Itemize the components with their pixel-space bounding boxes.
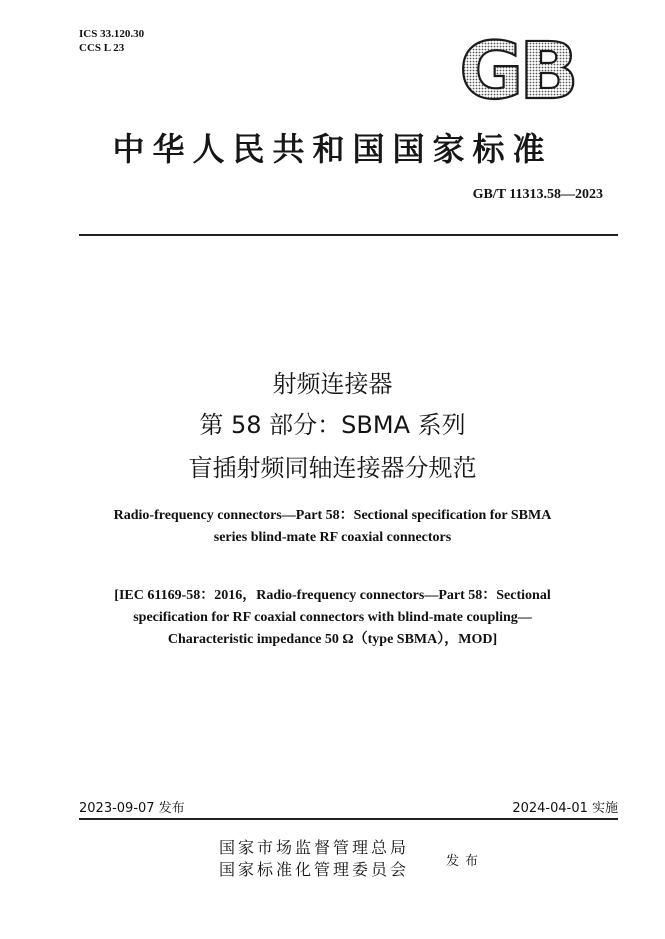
- implementation-date: 2024-04-01 实施: [512, 801, 618, 816]
- chinese-title-line-1: 射频连接器: [272, 370, 393, 398]
- iec-reference-line-3: Characteristic impedance 50 Ω（type SBMA），MOD]: [167, 632, 498, 647]
- iec-reference-line-2: specification for RF coaxial connectors with blind-mate coupling—: [133, 610, 532, 625]
- chinese-title-line-2: 第 58 部分：SBMA 系列: [199, 411, 466, 439]
- chinese-title-line-3: 盲插射频同轴连接器分规范: [188, 454, 477, 482]
- english-title: [70, 505, 595, 549]
- publish-label: 发布: [446, 854, 485, 869]
- bottom-divider: [79, 818, 618, 820]
- ics-code: ICS 33.120.30: [79, 28, 145, 40]
- national-standard-title: 中华人民共和国国家标准: [112, 130, 553, 168]
- iec-reference-line-1: [IEC 61169-58：2016，Radio-frequency connectors—Part 58：Sectional: [114, 588, 551, 603]
- publisher-sac: 国家标准化管理委员会: [219, 860, 410, 879]
- english-title-line-2: series blind-mate RF coaxial connectors: [213, 530, 452, 545]
- iec-reference: [70, 585, 595, 651]
- classification-codes: [79, 27, 144, 55]
- gb-logo-lettering: GB: [459, 36, 575, 104]
- english-title-line-1: Radio-frequency connectors—Part 58：Sectional specification for SBMA: [113, 508, 552, 523]
- top-divider: [79, 234, 618, 236]
- standard-number: GB/T 11313.58—2023: [472, 187, 603, 202]
- gb-logo: [451, 36, 584, 104]
- issue-date: 2023-09-07 发布: [79, 801, 185, 816]
- publisher-samr: 国家市场监督管理总局: [219, 838, 410, 857]
- ccs-code: CCS L 23: [79, 42, 125, 54]
